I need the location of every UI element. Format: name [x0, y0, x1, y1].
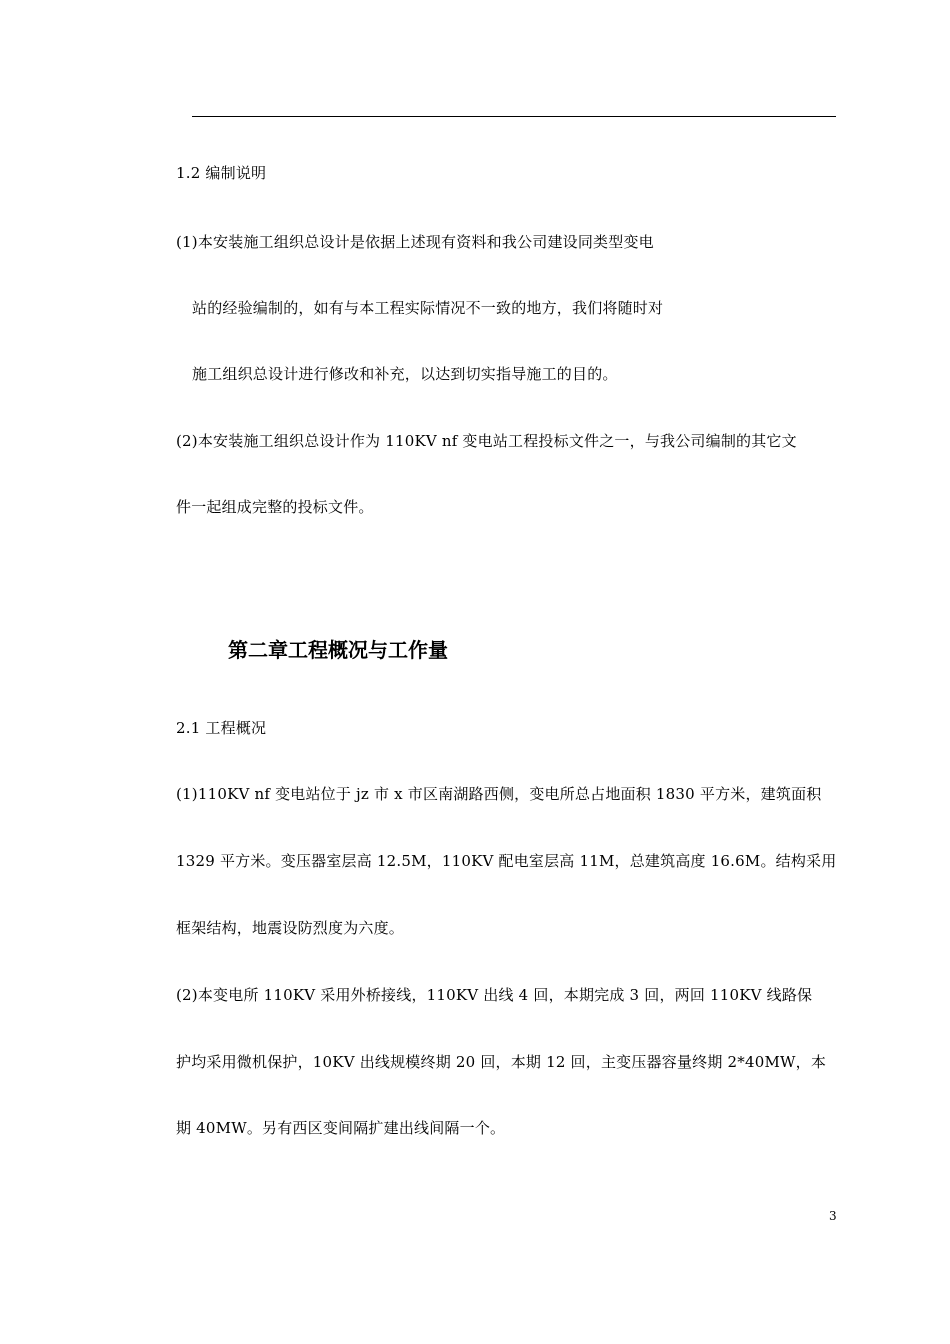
para-1-2-item1-line2: 站的经验编制的，如有与本工程实际情况不一致的地方，我们将随时对 [192, 299, 664, 317]
para-2-1-item2-line3: 期 40MW。另有西区变间隔扩建出线间隔一个。 [176, 1119, 506, 1137]
para-2-1-item1-line3: 框架结构，地震设防烈度为六度。 [176, 919, 405, 937]
section-2-1-title: 2.1 工程概况 [176, 719, 267, 737]
para-2-1-item1-line2: 1329 平方米。变压器室层高 12.5M，110KV 配电室层高 11M，总建筑高度 16.6M。结构采用 [176, 852, 837, 870]
para-2-1-item2-line1: (2)本变电所 110KV 采用外桥接线，110KV 出线 4 回，本期完成 3 回，两回 110KV 线路保 [176, 986, 813, 1004]
para-2-1-item1-line1: (1)110KV nf 变电站位于 jz 市 x 市区南湖路西侧，变电所总占地面积 1830 平方米，建筑面积 [176, 785, 822, 803]
para-1-2-item2-line1: (2)本安装施工组织总设计作为 110KV nf 变电站工程投标文件之一，与我公司编制的其它文 [176, 432, 797, 450]
section-1-2-title: 1.2 编制说明 [176, 164, 267, 182]
para-1-2-item1-line1: (1)本安装施工组织总设计是依据上述现有资料和我公司建设同类型变电 [176, 233, 654, 251]
chapter-2-title: 第二章工程概况与工作量 [228, 638, 448, 662]
para-2-1-item2-line2: 护均采用微机保护，10KV 出线规模终期 20 回，本期 12 回，主变压器容量终期 2*40MW，本 [176, 1053, 827, 1071]
header-rule [192, 116, 836, 117]
para-1-2-item2-line2: 件一起组成完整的投标文件。 [176, 498, 374, 516]
page-number: 3 [829, 1209, 837, 1223]
para-1-2-item1-line3: 施工组织总设计进行修改和补充，以达到切实指导施工的目的。 [192, 365, 618, 383]
